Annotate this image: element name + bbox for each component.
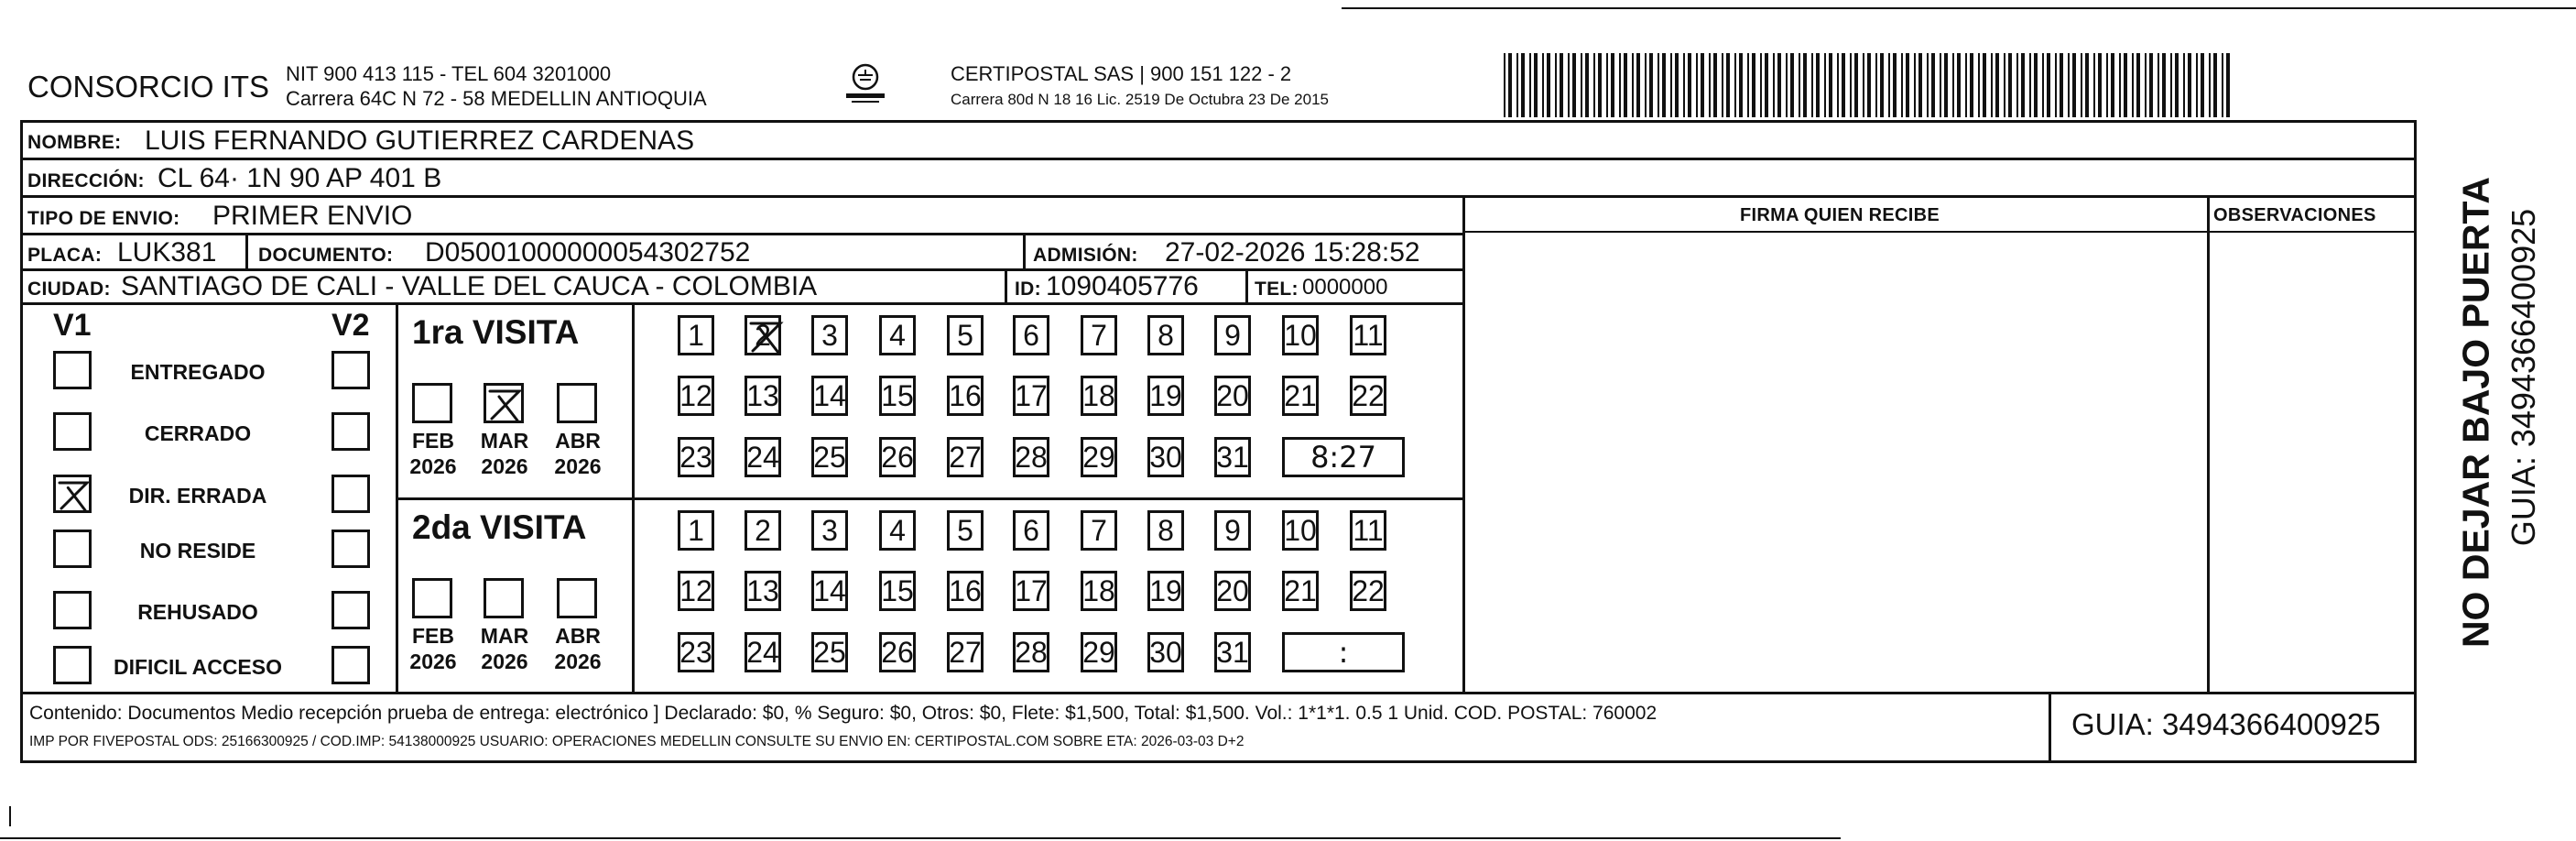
barcode-bar bbox=[1734, 53, 1736, 117]
day-box[interactable]: 13 bbox=[745, 376, 781, 416]
barcode-bar bbox=[1542, 53, 1544, 117]
barcode-bar bbox=[2188, 53, 2191, 117]
barcode-bar bbox=[1824, 53, 1826, 117]
v2-checkbox[interactable] bbox=[332, 412, 370, 451]
barcode-bar bbox=[1816, 53, 1820, 117]
day-box[interactable]: 10 bbox=[1282, 315, 1319, 355]
side-guia: GUIA: 3494366400925 bbox=[2505, 208, 2542, 547]
form-bottom-line bbox=[20, 760, 2417, 763]
tel-value: 0000000 bbox=[1302, 275, 1388, 300]
v2-checkbox[interactable] bbox=[332, 646, 370, 684]
day-box[interactable]: 9 bbox=[1214, 510, 1251, 551]
barcode-bar bbox=[1568, 53, 1570, 117]
direccion-label: DIRECCIÓN: bbox=[27, 170, 145, 191]
footer-guia: GUIA: 3494366400925 bbox=[2071, 707, 2381, 741]
day-box[interactable]: 31 bbox=[1214, 632, 1251, 672]
day-box[interactable]: 8 bbox=[1147, 510, 1184, 551]
documento-label: DOCUMENTO: bbox=[258, 245, 394, 266]
barcode-bar bbox=[2047, 53, 2050, 117]
id-tel-sep bbox=[1245, 268, 1248, 302]
day-box[interactable]: 21 bbox=[1282, 376, 1319, 416]
barcode-bar bbox=[1670, 53, 1672, 117]
month-name: MAR bbox=[480, 429, 529, 453]
day-box[interactable]: 14 bbox=[811, 376, 848, 416]
month-year: 2026 bbox=[409, 454, 457, 478]
day-box[interactable]: 15 bbox=[879, 376, 916, 416]
direccion-value: CL 64· 1N 90 AP 401 B bbox=[158, 163, 442, 193]
day-box[interactable]: 22 bbox=[1350, 571, 1386, 611]
barcode-bar bbox=[1944, 53, 1948, 117]
barcode-bar bbox=[1995, 53, 1999, 117]
barcode-bar bbox=[1636, 53, 1640, 117]
day-box[interactable]: 26 bbox=[879, 437, 916, 477]
barcode-bar bbox=[1658, 53, 1659, 117]
barcode-bar bbox=[1722, 53, 1723, 117]
barcode-bar bbox=[1952, 53, 1954, 117]
barcode-bar bbox=[1940, 53, 1941, 117]
day-box[interactable]: 28 bbox=[1013, 632, 1049, 672]
day-box[interactable]: 13 bbox=[745, 571, 781, 611]
month-year: 2026 bbox=[554, 650, 602, 673]
id-label: ID: bbox=[1015, 279, 1041, 300]
left-edge-mark bbox=[9, 806, 11, 826]
month-checkbox[interactable] bbox=[412, 578, 452, 618]
barcode-bar bbox=[1991, 53, 1993, 117]
day-box[interactable]: 3 bbox=[811, 315, 848, 355]
day-box[interactable]: 4 bbox=[879, 315, 916, 355]
barcode-bar bbox=[1598, 53, 1602, 117]
observaciones-label: OBSERVACIONES bbox=[2213, 205, 2376, 225]
status-label: NO RESIDE bbox=[139, 539, 256, 562]
barcode-bar bbox=[2175, 53, 2179, 117]
barcode-bar bbox=[1675, 53, 1679, 117]
handwritten-check-mark bbox=[486, 386, 523, 422]
barcode-bar bbox=[2016, 53, 2018, 117]
barcode-bar bbox=[1696, 53, 1698, 117]
barcode-bar bbox=[2136, 53, 2140, 117]
barcode-bar bbox=[2034, 53, 2038, 117]
day-box[interactable]: 26 bbox=[879, 632, 916, 672]
ciudad-label: CIUDAD: bbox=[27, 279, 111, 300]
side-warning: NO DEJAR BAJO PUERTA bbox=[2454, 176, 2497, 649]
barcode-bar bbox=[1560, 53, 1563, 117]
row-sep-3 bbox=[20, 233, 1464, 235]
tipo-label: TIPO DE ENVIO: bbox=[27, 208, 180, 229]
barcode-bar bbox=[1803, 53, 1807, 117]
day-box[interactable]: 19 bbox=[1147, 571, 1184, 611]
day-box[interactable]: 1 bbox=[678, 315, 714, 355]
day-box[interactable]: 12 bbox=[678, 571, 714, 611]
day-box[interactable]: 1 bbox=[678, 510, 714, 551]
day-box[interactable]: 25 bbox=[811, 632, 848, 672]
top-edge-line bbox=[1342, 7, 2576, 9]
barcode-bar bbox=[1529, 53, 1531, 117]
barcode-bar bbox=[1624, 53, 1627, 117]
barcode-bar bbox=[2170, 53, 2172, 117]
barcode-bar bbox=[1585, 53, 1589, 117]
day-box[interactable]: 17 bbox=[1013, 376, 1049, 416]
barcode-bar bbox=[1918, 53, 1922, 117]
barcode-bar bbox=[1747, 53, 1749, 117]
admision-value: 27-02-2026 15:28:52 bbox=[1165, 237, 1420, 268]
v2-checkbox[interactable] bbox=[332, 530, 370, 568]
barcode-bar bbox=[2111, 53, 2114, 117]
day-box[interactable]: 25 bbox=[811, 437, 848, 477]
carrier-line1: CERTIPOSTAL SAS | 900 151 122 - 2 bbox=[951, 62, 1292, 85]
status-label: REHUSADO bbox=[137, 600, 258, 624]
barcode-bar bbox=[2081, 53, 2082, 117]
handwritten-check-mark bbox=[747, 318, 784, 355]
month-name: MAR bbox=[480, 624, 529, 648]
barcode-bar bbox=[1606, 53, 1608, 117]
firma-left-line bbox=[1462, 195, 1465, 693]
barcode-bar bbox=[2029, 53, 2031, 117]
barcode-bar bbox=[1957, 53, 1961, 117]
barcode-bar bbox=[1688, 53, 1691, 117]
barcode-bar bbox=[1970, 53, 1973, 117]
barcode-bar bbox=[1645, 53, 1647, 117]
firma-label: FIRMA QUIEN RECIBE bbox=[1740, 205, 1940, 225]
day-box[interactable]: 11 bbox=[1350, 315, 1386, 355]
bottom-edge-line bbox=[0, 837, 1841, 839]
month-checkbox[interactable] bbox=[412, 383, 452, 423]
barcode-bar bbox=[1867, 53, 1871, 117]
barcode-bar bbox=[2106, 53, 2108, 117]
v2-checkbox[interactable] bbox=[332, 591, 370, 629]
barcode-bar bbox=[1965, 53, 1967, 117]
barcode-bar bbox=[2124, 53, 2127, 117]
carrier-line2: Carrera 80d N 18 16 Lic. 2519 De Octubra 23 De 2015 bbox=[951, 91, 1329, 108]
footer-imp-line: IMP POR FIVEPOSTAL ODS: 25166300925 / COD.IMP: 54138000925 USUARIO: OPERACIONES MEDELLIN CONSULTE SU ENVIO EN: CERTIPOSTAL.COM SOBRE ETA: 2026-03-03 D+2 bbox=[29, 734, 1245, 749]
barcode-bar bbox=[1521, 53, 1525, 117]
day-box[interactable]: 29 bbox=[1081, 437, 1117, 477]
day-box[interactable]: 16 bbox=[947, 571, 984, 611]
day-box[interactable]: 22 bbox=[1350, 376, 1386, 416]
barcode-bar bbox=[1906, 53, 1909, 117]
barcode-bar bbox=[2008, 53, 2012, 117]
barcode-bar bbox=[1893, 53, 1897, 117]
day-box[interactable]: 8 bbox=[1147, 315, 1184, 355]
status-label: ENTREGADO bbox=[130, 360, 266, 384]
day-box[interactable]: 18 bbox=[1081, 571, 1117, 611]
v2-checkbox[interactable] bbox=[332, 351, 370, 389]
day-box[interactable]: 18 bbox=[1081, 376, 1117, 416]
visit-title: 1ra VISITA bbox=[412, 313, 580, 351]
day-box[interactable]: 11 bbox=[1350, 510, 1386, 551]
barcode-bar bbox=[2201, 53, 2204, 117]
row-sep-5 bbox=[20, 302, 1464, 305]
footer-sep bbox=[20, 692, 2416, 694]
day-box[interactable]: 24 bbox=[745, 437, 781, 477]
barcode-bar bbox=[1786, 53, 1788, 117]
barcode-bar bbox=[1931, 53, 1935, 117]
month-name: FEB bbox=[412, 624, 454, 648]
form-right-line bbox=[2414, 120, 2417, 763]
sender-line2: Carrera 64C N 72 - 58 MEDELLIN ANTIOQUIA bbox=[286, 87, 707, 110]
day-box[interactable]: 7 bbox=[1081, 510, 1117, 551]
month-name: FEB bbox=[412, 429, 454, 453]
barcode-bar bbox=[1773, 53, 1775, 117]
day-box[interactable]: 30 bbox=[1147, 437, 1184, 477]
status-label: DIFICIL ACCESO bbox=[113, 655, 282, 679]
day-box[interactable]: 28 bbox=[1013, 437, 1049, 477]
time-box[interactable]: 8:27 bbox=[1282, 437, 1405, 477]
barcode-bar bbox=[1508, 53, 1512, 117]
month-name: ABR bbox=[555, 429, 601, 453]
day-box[interactable]: 20 bbox=[1214, 376, 1251, 416]
sender-line1: NIT 900 413 115 - TEL 604 3201000 bbox=[286, 62, 612, 85]
barcode-bar bbox=[1752, 53, 1755, 117]
barcode-bar bbox=[1534, 53, 1538, 117]
footer-content-line: Contenido: Documentos Medio recepción prueba de entrega: electrónico ] Declarado: $0, % Seguro: $0, Otros: $0, Flete: $1,500, Total: $1,500. Vol.: 1*1*1. 0.5 1 Unid. COD. POSTAL: 760002 bbox=[29, 703, 1658, 724]
barcode-bar bbox=[1572, 53, 1576, 117]
obs-left-line bbox=[2207, 195, 2210, 693]
certipostal-logo-icon bbox=[841, 62, 890, 106]
barcode-bar bbox=[2098, 53, 2102, 117]
day-box[interactable]: 24 bbox=[745, 632, 781, 672]
barcode-bar bbox=[1765, 53, 1768, 117]
barcode-bar bbox=[1760, 53, 1762, 117]
row-sep-1 bbox=[20, 158, 2416, 160]
barcode-bar bbox=[2222, 53, 2223, 117]
month-year: 2026 bbox=[481, 454, 528, 478]
barcode-bar bbox=[2021, 53, 2025, 117]
day-box[interactable]: 30 bbox=[1147, 632, 1184, 672]
day-box[interactable]: 16 bbox=[947, 376, 984, 416]
barcode-bar bbox=[2060, 53, 2063, 117]
day-box[interactable]: 6 bbox=[1013, 510, 1049, 551]
barcode-bar bbox=[1739, 53, 1743, 117]
v1-label: V1 bbox=[53, 308, 92, 343]
nombre-label: NOMBRE: bbox=[27, 132, 122, 153]
barcode-bar bbox=[2085, 53, 2089, 117]
day-box[interactable]: 29 bbox=[1081, 632, 1117, 672]
barcode-bar bbox=[1632, 53, 1634, 117]
day-box[interactable]: 2 bbox=[745, 510, 781, 551]
admision-label: ADMISIÓN: bbox=[1033, 245, 1138, 266]
barcode-bar bbox=[1555, 53, 1557, 117]
barcode-bar bbox=[1927, 53, 1929, 117]
barcode-bar bbox=[1662, 53, 1666, 117]
barcode-bar bbox=[2145, 53, 2147, 117]
footer-guia-sep bbox=[2049, 692, 2051, 763]
barcode-bar bbox=[1713, 53, 1717, 117]
day-box[interactable]: 19 bbox=[1147, 376, 1184, 416]
placa-value: LUK381 bbox=[117, 237, 217, 268]
barcode-bar bbox=[1777, 53, 1781, 117]
barcode-bar bbox=[1983, 53, 1986, 117]
placa-doc-sep bbox=[245, 233, 248, 268]
month-checkbox[interactable] bbox=[484, 383, 524, 423]
barcode-bar bbox=[2213, 53, 2217, 117]
barcode-bar bbox=[2209, 53, 2211, 117]
month-checkbox[interactable] bbox=[484, 578, 524, 618]
barcode-bar bbox=[1611, 53, 1614, 117]
barcode-bar bbox=[1875, 53, 1877, 117]
day-box[interactable]: 21 bbox=[1282, 571, 1319, 611]
barcode-bar bbox=[1799, 53, 1800, 117]
barcode-bar bbox=[1547, 53, 1550, 117]
barcode-bar bbox=[1829, 53, 1832, 117]
time-box[interactable]: : bbox=[1282, 632, 1405, 672]
barcode-bar bbox=[1888, 53, 1890, 117]
visit-title: 2da VISITA bbox=[412, 508, 587, 546]
day-box[interactable]: 5 bbox=[947, 315, 984, 355]
barcode-bar bbox=[1850, 53, 1852, 117]
barcode-bar bbox=[2055, 53, 2057, 117]
barcode-bar bbox=[2068, 53, 2070, 117]
barcode-bar bbox=[2072, 53, 2076, 117]
documento-value: D05001000000054302752 bbox=[425, 237, 751, 268]
month-name: ABR bbox=[555, 624, 601, 648]
barcode-bar bbox=[1581, 53, 1582, 117]
barcode-bar bbox=[2042, 53, 2044, 117]
day-box[interactable]: 23 bbox=[678, 437, 714, 477]
barcode-bar bbox=[2226, 53, 2230, 117]
day-box[interactable]: 3 bbox=[811, 510, 848, 551]
barcode-bar bbox=[1701, 53, 1704, 117]
barcode-bar bbox=[1863, 53, 1864, 117]
day-box[interactable]: 27 bbox=[947, 632, 984, 672]
barcode-bar bbox=[2149, 53, 2153, 117]
day-box[interactable]: 17 bbox=[1013, 571, 1049, 611]
barcode-bar bbox=[1914, 53, 1916, 117]
day-box[interactable]: 31 bbox=[1214, 437, 1251, 477]
tipo-value: PRIMER ENVIO bbox=[212, 201, 413, 231]
barcode-bar bbox=[1978, 53, 1980, 117]
barcode-bar bbox=[1709, 53, 1711, 117]
month-checkbox[interactable] bbox=[557, 383, 597, 423]
placa-label: PLACA: bbox=[27, 245, 103, 266]
day-box[interactable]: 2 bbox=[745, 315, 781, 355]
day-box[interactable]: 10 bbox=[1282, 510, 1319, 551]
barcode-bar bbox=[1901, 53, 1903, 117]
nombre-value: LUIS FERNANDO GUTIERREZ CARDENAS bbox=[145, 126, 695, 156]
doc-adm-sep bbox=[1023, 233, 1026, 268]
day-box[interactable]: 15 bbox=[879, 571, 916, 611]
barcode-bar bbox=[2093, 53, 2095, 117]
month-year: 2026 bbox=[554, 454, 602, 478]
barcode-bar bbox=[2004, 53, 2005, 117]
barcode-bar bbox=[2158, 53, 2159, 117]
barcode-bar bbox=[1516, 53, 1518, 117]
barcode-bar bbox=[2162, 53, 2166, 117]
row-sep-2 bbox=[20, 195, 2416, 198]
barcode bbox=[1504, 53, 2236, 117]
barcode-bar bbox=[1837, 53, 1839, 117]
barcode-bar bbox=[2119, 53, 2121, 117]
visit-mid-sep bbox=[396, 497, 1464, 500]
barcode-bar bbox=[1726, 53, 1730, 117]
barcode-bar bbox=[1619, 53, 1621, 117]
day-box[interactable]: 20 bbox=[1214, 571, 1251, 611]
form-top-line bbox=[20, 120, 2416, 123]
sender-name: CONSORCIO ITS bbox=[27, 70, 270, 104]
barcode-bar bbox=[1649, 53, 1653, 117]
day-box[interactable]: 9 bbox=[1214, 315, 1251, 355]
firma-header-line bbox=[1462, 231, 2416, 233]
barcode-bar bbox=[1854, 53, 1858, 117]
month-checkbox[interactable] bbox=[557, 578, 597, 618]
barcode-bar bbox=[1790, 53, 1794, 117]
day-box[interactable]: 7 bbox=[1081, 315, 1117, 355]
tel-label: TEL: bbox=[1255, 279, 1299, 300]
status-label: DIR. ERRADA bbox=[128, 484, 267, 508]
barcode-bar bbox=[1811, 53, 1813, 117]
v2-label: V2 bbox=[332, 308, 370, 343]
day-box[interactable]: 14 bbox=[811, 571, 848, 611]
ciudad-value: SANTIAGO DE CALI - VALLE DEL CAUCA - COLOMBIA bbox=[121, 271, 818, 301]
id-value: 1090405776 bbox=[1046, 271, 1199, 301]
barcode-bar bbox=[1842, 53, 1845, 117]
barcode-bar bbox=[1593, 53, 1595, 117]
barcode-bar bbox=[1880, 53, 1884, 117]
day-box[interactable]: 6 bbox=[1013, 315, 1049, 355]
day-box[interactable]: 12 bbox=[678, 376, 714, 416]
month-year: 2026 bbox=[481, 650, 528, 673]
v2-checkbox[interactable] bbox=[332, 475, 370, 513]
barcode-bar bbox=[2183, 53, 2185, 117]
ciudad-id-sep bbox=[1005, 268, 1007, 302]
barcode-bar bbox=[2196, 53, 2198, 117]
day-box[interactable]: 5 bbox=[947, 510, 984, 551]
barcode-bar bbox=[1683, 53, 1685, 117]
day-box[interactable]: 27 bbox=[947, 437, 984, 477]
barcode-bar bbox=[1504, 53, 1505, 117]
day-box[interactable]: 23 bbox=[678, 632, 714, 672]
day-box[interactable]: 4 bbox=[879, 510, 916, 551]
barcode-bar bbox=[2132, 53, 2134, 117]
status-label: CERRADO bbox=[144, 421, 252, 445]
month-year: 2026 bbox=[409, 650, 457, 673]
